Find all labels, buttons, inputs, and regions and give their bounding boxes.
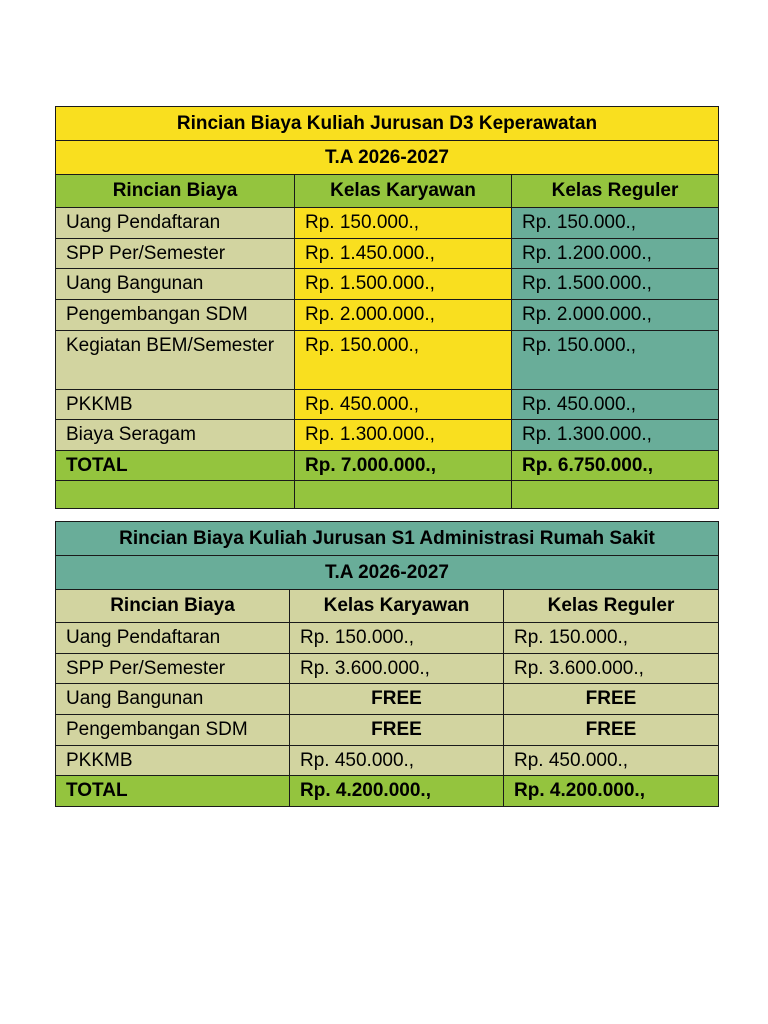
karyawan-value: Rp. 1.500.000.,	[295, 269, 512, 300]
header-rincian-biaya: Rincian Biaya	[56, 590, 290, 623]
table-title: Rincian Biaya Kuliah Jurusan D3 Keperawatan	[56, 107, 719, 141]
column-header-row	[56, 175, 719, 208]
empty-row	[56, 481, 719, 509]
total-label: TOTAL	[56, 776, 290, 807]
row-label: SPP Per/Semester	[56, 653, 290, 684]
table-row	[56, 269, 719, 300]
row-label: Uang Pendaftaran	[56, 623, 290, 654]
row-label: PKKMB	[56, 389, 295, 420]
karyawan-value: Rp. 1.300.000.,	[295, 420, 512, 451]
reguler-value: Rp. 1.300.000.,	[512, 420, 719, 451]
table-row	[56, 420, 719, 451]
table-row	[56, 330, 719, 389]
reguler-value: Rp. 1.500.000.,	[512, 269, 719, 300]
reguler-value: Rp. 450.000.,	[512, 389, 719, 420]
karyawan-value: Rp. 450.000.,	[295, 389, 512, 420]
reguler-value: FREE	[504, 684, 719, 715]
table-year-row	[56, 141, 719, 175]
reguler-value: Rp. 1.200.000.,	[512, 238, 719, 269]
s1-administrasi-rumah-sakit-fee-table	[55, 521, 719, 807]
header-kelas-reguler: Kelas Reguler	[512, 175, 719, 208]
karyawan-value: FREE	[290, 684, 504, 715]
d3-keperawatan-fee-table	[55, 106, 719, 509]
table-row	[56, 623, 719, 654]
row-label: Pengembangan SDM	[56, 299, 295, 330]
row-label: Uang Bangunan	[56, 684, 290, 715]
total-karyawan: Rp. 4.200.000.,	[290, 776, 504, 807]
row-label: PKKMB	[56, 745, 290, 776]
reguler-value: Rp. 450.000.,	[504, 745, 719, 776]
row-label: Uang Bangunan	[56, 269, 295, 300]
karyawan-value: Rp. 150.000.,	[295, 330, 512, 389]
table-row	[56, 238, 719, 269]
karyawan-value: Rp. 2.000.000.,	[295, 299, 512, 330]
reguler-value: Rp. 2.000.000.,	[512, 299, 719, 330]
table-row	[56, 653, 719, 684]
row-label: Biaya Seragam	[56, 420, 295, 451]
table-title-row	[56, 107, 719, 141]
total-reguler: Rp. 4.200.000.,	[504, 776, 719, 807]
total-reguler: Rp. 6.750.000.,	[512, 450, 719, 481]
karyawan-value: Rp. 1.450.000.,	[295, 238, 512, 269]
total-row	[56, 450, 719, 481]
table-row	[56, 208, 719, 239]
empty-cell	[512, 481, 719, 509]
karyawan-value: Rp. 450.000.,	[290, 745, 504, 776]
row-label: SPP Per/Semester	[56, 238, 295, 269]
academic-year: T.A 2026-2027	[56, 556, 719, 590]
total-label: TOTAL	[56, 450, 295, 481]
table-row	[56, 714, 719, 745]
table-title: Rincian Biaya Kuliah Jurusan S1 Administrasi Rumah Sakit	[56, 522, 719, 556]
reguler-value: FREE	[504, 714, 719, 745]
table-row	[56, 745, 719, 776]
table-title-row	[56, 522, 719, 556]
header-kelas-karyawan: Kelas Karyawan	[295, 175, 512, 208]
total-row	[56, 776, 719, 807]
table-row	[56, 299, 719, 330]
row-label: Pengembangan SDM	[56, 714, 290, 745]
table-year-row	[56, 556, 719, 590]
empty-cell	[56, 481, 295, 509]
table-row	[56, 389, 719, 420]
row-label: Kegiatan BEM/Semester	[56, 330, 295, 389]
karyawan-value: Rp. 3.600.000.,	[290, 653, 504, 684]
header-kelas-karyawan: Kelas Karyawan	[290, 590, 504, 623]
table-row	[56, 684, 719, 715]
karyawan-value: Rp. 150.000.,	[295, 208, 512, 239]
reguler-value: Rp. 150.000.,	[504, 623, 719, 654]
karyawan-value: FREE	[290, 714, 504, 745]
reguler-value: Rp. 3.600.000.,	[504, 653, 719, 684]
empty-cell	[295, 481, 512, 509]
total-karyawan: Rp. 7.000.000.,	[295, 450, 512, 481]
header-kelas-reguler: Kelas Reguler	[504, 590, 719, 623]
academic-year: T.A 2026-2027	[56, 141, 719, 175]
reguler-value: Rp. 150.000.,	[512, 208, 719, 239]
reguler-value: Rp. 150.000.,	[512, 330, 719, 389]
header-rincian-biaya: Rincian Biaya	[56, 175, 295, 208]
karyawan-value: Rp. 150.000.,	[290, 623, 504, 654]
row-label: Uang Pendaftaran	[56, 208, 295, 239]
column-header-row	[56, 590, 719, 623]
